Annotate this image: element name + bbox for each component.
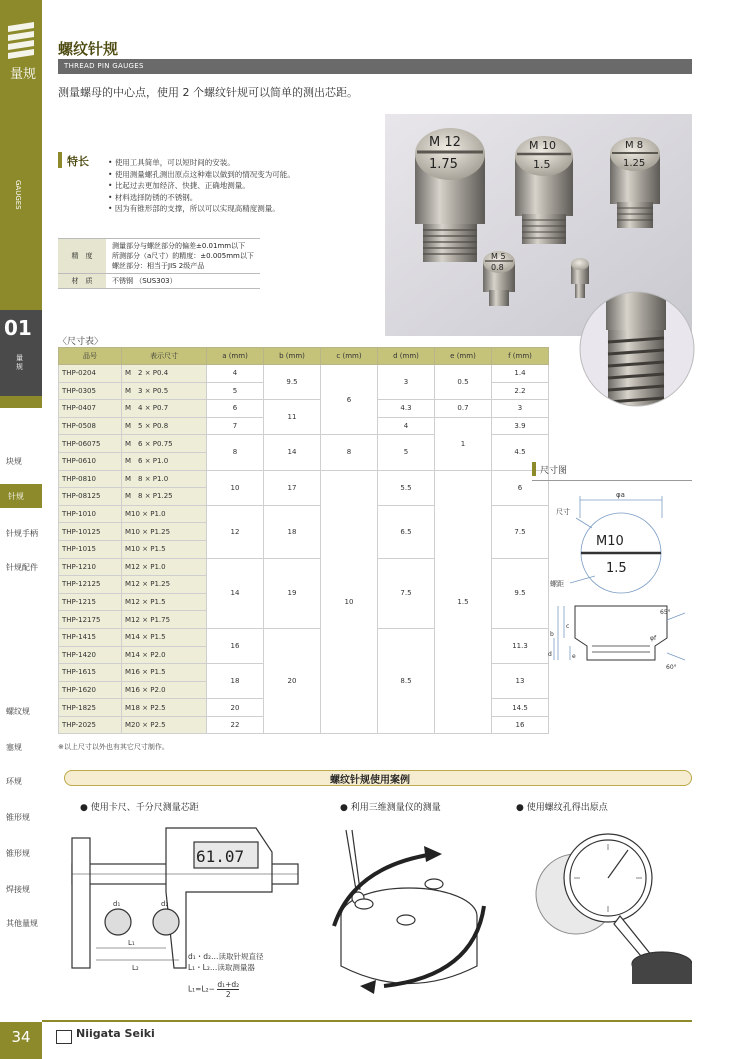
spec-table: [58, 238, 260, 289]
photo-label-m10-pitch: 1.5: [533, 158, 551, 171]
sidebar-item-pin-gauge-active[interactable]: [0, 484, 42, 508]
formula-numerator: d₁+d₂: [217, 980, 240, 989]
sidebar-active-label: 针规: [8, 492, 24, 501]
size-table: [58, 347, 549, 734]
sidebar-category-en: GAUGES: [14, 180, 22, 210]
sidebar-category-band: [0, 0, 42, 310]
subtitle-en: THREAD PIN GAUGES: [64, 62, 144, 70]
feature-item: • 材料选择防锈的不锈钢。: [108, 192, 198, 202]
table-row: THP-1015 M10 × P1.5: [59, 540, 549, 558]
dim-label-phi-a: φa: [616, 491, 625, 499]
sidebar-item-thread-gauge[interactable]: 螺纹规: [6, 707, 30, 716]
photo-label-m8-pitch: 1.25: [623, 158, 646, 169]
sidebar-item-pin-handle[interactable]: 针规手柄: [6, 529, 38, 538]
caliper-illustration: [66, 818, 302, 1008]
table-row: THP-1615 M16 × P1.5 18 13: [59, 664, 549, 682]
table-row: THP-1420 M14 × P2.0: [59, 646, 549, 664]
photo-label-m8: M 8: [625, 140, 644, 151]
table-row: THP-1825 M18 × P2.5 20 14.5: [59, 699, 549, 717]
caliper-display: 61.07: [196, 847, 245, 866]
col-header: e (mm): [435, 348, 492, 365]
label-d2: d₂: [161, 900, 169, 908]
table-row: THP-1620 M16 × P2.0: [59, 681, 549, 699]
feature-item: • 使用工具简单，可以短时间的安装。: [108, 158, 235, 167]
dim-label-phi-f: φf: [650, 635, 657, 642]
features-list: [108, 157, 295, 215]
label-l1: L₁: [128, 939, 135, 947]
dim-label-d: d: [548, 651, 552, 658]
footer-rule: [42, 1020, 692, 1022]
table-row: THP-0204 M 2 × P0.4 4 9.5 6 3 0.5 1.4: [59, 365, 549, 383]
feature-item: • 使用测量螺孔测出原点这种难以做到的情况变为可能。: [108, 169, 295, 179]
dimension-diagram-title: 尺寸图: [540, 466, 568, 476]
photo-label-m12: M 12: [429, 135, 461, 150]
usage-note-2: L₁・L₂…读取测量器: [188, 963, 255, 972]
dim-title-marker: [532, 462, 536, 476]
feature-item: • 因为有锥形部的支撑，所以可以实现高精度测量。: [108, 204, 280, 213]
size-table-title: 〈尺寸表〉: [58, 337, 104, 347]
col-header: a (mm): [207, 348, 264, 365]
sidebar-item-other-gauge[interactable]: 其他量规: [6, 919, 38, 928]
table-row: THP-0810 M 8 × P1.0 10 17 10 5.5 1.5 6: [59, 470, 549, 488]
dim-label-angle-top: 65°: [660, 609, 671, 616]
col-header: c (mm): [321, 348, 378, 365]
col-header: d (mm): [378, 348, 435, 365]
chapter-number: 01: [4, 316, 32, 340]
spec-value: 不锈钢 （SUS303）: [106, 274, 260, 289]
table-row: THP-2025 M20 × P2.5 22 16: [59, 716, 549, 734]
dim-label-angle-bottom: 60°: [666, 664, 677, 671]
table-row: THP-1010 M10 × P1.0 12 18 6.5 7.5: [59, 505, 549, 523]
dim-label-e: e: [572, 653, 576, 660]
photo-label-m5: M 5: [491, 252, 506, 261]
dim-label-b: b: [550, 631, 554, 638]
usage-banner-title: 螺纹针规使用案例: [330, 775, 410, 786]
size-table-note: ※以上尺寸以外也有其它尺寸制作。: [58, 743, 169, 751]
sidebar-item-weld-gauge[interactable]: 焊接规: [6, 885, 30, 894]
spec-label: 精 度: [58, 239, 106, 274]
sidebar-item-pin-accessory[interactable]: 针规配件: [6, 563, 38, 572]
page-title: 螺纹针规: [58, 40, 119, 58]
col-header: 品号: [59, 348, 122, 365]
table-row: THP-0508 M 5 × P0.8 7 4 1 3.9: [59, 417, 549, 435]
sidebar-chapter-block: [0, 310, 42, 396]
col-header: 表示尺寸: [122, 348, 207, 365]
usage-formula: [188, 980, 239, 999]
dim-title-rule: [532, 480, 692, 481]
usage-case-cmm: ● 利用三维测量仪的测量: [340, 803, 441, 813]
col-header: f (mm): [492, 348, 549, 365]
table-row: THP-0305 M 3 × P0.5 5 2.2: [59, 382, 549, 400]
label-d1: d₁: [113, 900, 121, 908]
features-tag-label: 特长: [67, 155, 89, 168]
label-l2: L₂: [132, 964, 139, 972]
sidebar-category-label: 量规: [10, 67, 37, 82]
table-row: THP-1415 M14 × P1.5 16 20 8.5 11.3: [59, 628, 549, 646]
thread-closeup-photo: [578, 290, 696, 408]
formula-lhs: L₁=L₂−: [188, 984, 215, 994]
chapter-label: 量规: [16, 354, 23, 371]
sidebar-divider: [0, 396, 42, 408]
photo-label-m10: M 10: [529, 139, 556, 152]
feature-item: • 比起过去更加经济、快捷、正确地测量。: [108, 181, 250, 190]
table-row: THP-12175 M12 × P1.75: [59, 611, 549, 629]
usage-case-origin: ● 使用螺纹孔得出原点: [516, 803, 608, 813]
photo-label-m12-pitch: 1.75: [429, 157, 458, 172]
size-table-header: [59, 348, 549, 365]
usage-case-caliper: ● 使用卡尺、千分尺测量芯距: [80, 803, 199, 813]
table-row: THP-1215 M12 × P1.5: [59, 593, 549, 611]
sidebar-item-taper-gauge-1[interactable]: 锥形规: [6, 813, 30, 822]
sidebar-item-taper-gauge-2[interactable]: 锥形规: [6, 849, 30, 858]
dim-label-screw: 螺距: [550, 580, 564, 588]
table-row: THP-0610 M 6 × P1.0: [59, 452, 549, 470]
sidebar-item-block-gauge[interactable]: 块规: [6, 457, 22, 466]
formula-denominator: 2: [225, 990, 231, 999]
dim-label-p: 1.5: [606, 561, 627, 576]
usage-note-1: d₁・d₂…读取针规直径: [188, 952, 264, 961]
spec-label: 材 质: [58, 274, 106, 289]
subtitle-bar: [58, 59, 692, 74]
dimension-diagram: [540, 488, 690, 688]
dim-label-c: c: [566, 623, 570, 630]
table-row: THP-0407 M 4 × P0.7 6 11 4.3 0.7 3: [59, 400, 549, 418]
table-row: THP-10125 M10 × P1.25: [59, 523, 549, 541]
spec-row-material: [58, 274, 260, 289]
page-number: 34: [0, 1022, 42, 1059]
intro-text: 测量螺母的中心点，使用 2 个螺纹针规可以简单的测出芯距。: [58, 86, 358, 99]
sidebar-item-ring-gauge[interactable]: 环规: [6, 777, 22, 786]
dial-indicator-illustration: [516, 816, 692, 996]
table-row: THP-12125 M12 × P1.25: [59, 576, 549, 594]
brand-logo-icon: [56, 1030, 72, 1044]
table-row: THP-08125 M 8 × P1.25: [59, 488, 549, 506]
spec-row-precision: [58, 239, 260, 274]
table-row: THP-1210 M12 × P1.0 14 19 7.5 9.5: [59, 558, 549, 576]
table-row: THP-06075 M 6 × P0.75 8 14 8 5 4.5: [59, 435, 549, 453]
spec-value: 测量部分与螺丝部分的偏差±0.01mm以下 所测部分（a尺寸）的精度：±0.005mm以下 螺丝部分：相当于JIS 2级产品: [106, 239, 260, 274]
features-tag: [58, 152, 100, 168]
dim-label-size: 尺寸: [556, 508, 570, 516]
cmm-illustration: [314, 816, 504, 1016]
sidebar-item-plug-gauge[interactable]: 塞规: [6, 743, 22, 752]
col-header: b (mm): [264, 348, 321, 365]
dim-label-m: M10: [596, 534, 624, 549]
brand-name: Niigata Seiki: [76, 1027, 155, 1040]
photo-label-m5-pitch: 0.8: [491, 263, 504, 272]
